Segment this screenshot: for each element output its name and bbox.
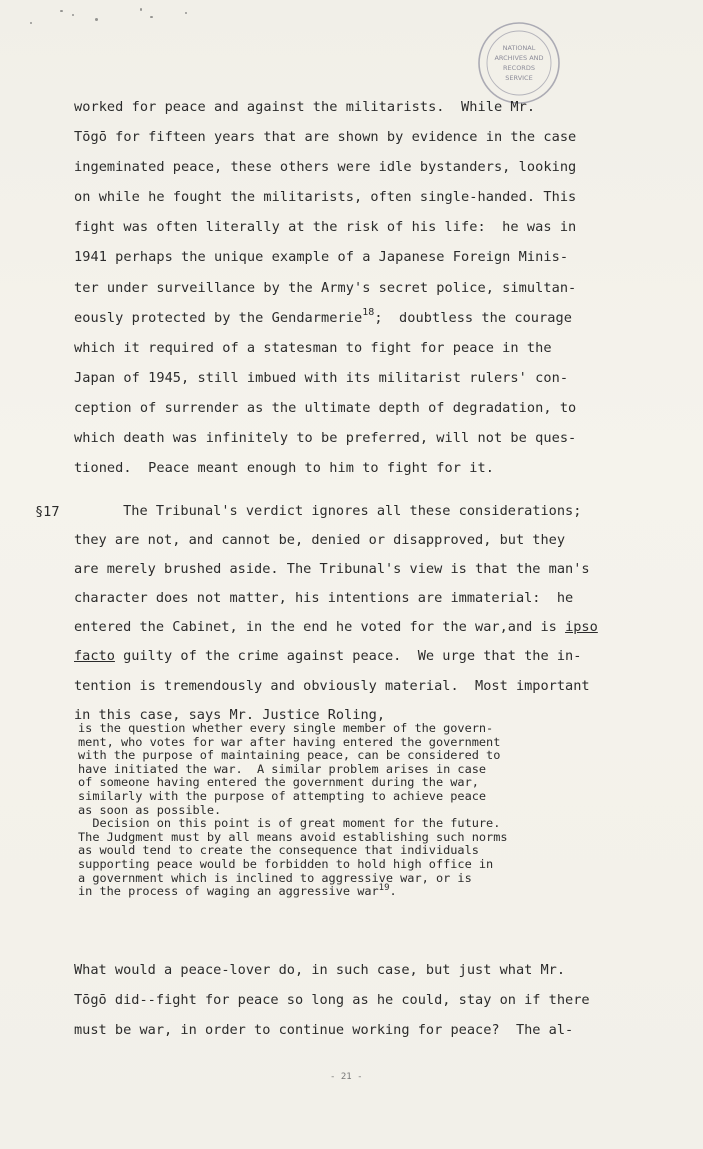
scan-speck	[140, 8, 142, 11]
stamp-line-2: ARCHIVES AND	[494, 54, 544, 62]
quote-end-punct: .	[389, 884, 397, 899]
scan-speck	[72, 14, 74, 16]
quote-line	[78, 885, 638, 899]
text-line: What would a peace-lover do, in such case, but just what Mr.	[74, 962, 566, 978]
quote-line: with the purpose of maintaining peace, can be considered to	[78, 748, 501, 763]
text-line-tail: guilty of the crime against peace. We urge that the in-	[114, 648, 582, 665]
latin-term-ipso: ipso	[565, 619, 598, 636]
text-line: which death was infinitely to be preferred, will not be ques-	[74, 430, 577, 447]
text-line	[74, 613, 674, 642]
text-line: which it required of a statesman to fight for peace in the	[74, 339, 552, 356]
text-line: tention is tremendously and obviously material. Most important	[74, 677, 590, 694]
scan-speck	[60, 10, 63, 12]
footer-marks	[80, 1050, 640, 1130]
text-line-content: The Tribunal's verdict ignores all these considerations;	[123, 503, 582, 519]
scan-speck	[30, 22, 32, 24]
quote-line: similarly with the purpose of attempting to achieve peace	[78, 788, 487, 803]
scan-speck	[150, 16, 153, 18]
quote-line: Decision on this point is of great moment for the future.	[78, 816, 501, 831]
text-line: tioned. Peace meant enough to him to fight for it.	[74, 460, 494, 477]
text-line: are merely brushed aside. The Tribunal's view is that the man's	[74, 561, 590, 578]
stamp-line-3: RECORDS	[503, 64, 535, 72]
quote-line: as would tend to create the consequence that individuals	[78, 843, 479, 858]
section-mark: §17	[35, 504, 60, 520]
quote-line-start: in the process of waging an aggressive war	[78, 884, 379, 899]
text-line: on while he fought the militarists, often single-handed. This	[74, 189, 577, 206]
paragraph-3	[74, 955, 674, 1045]
text-line: character does not matter, his intentions are immaterial: he	[74, 590, 574, 607]
block-quote	[78, 722, 638, 899]
footnote-19: 19	[378, 883, 390, 894]
text-line	[74, 642, 674, 671]
latin-term-facto: facto	[74, 648, 115, 665]
text-line-start: eously protected by the Gendarmerie	[74, 309, 363, 326]
quote-line: is the question whether every single member of the govern-	[78, 721, 494, 735]
text-line: Tōgō did--fight for peace so long as he could, stay on if there	[74, 992, 590, 1009]
text-line: 1941 perhaps the unique example of a Japanese Foreign Minis-	[74, 249, 569, 266]
text-line: ception of surrender as the ultimate depth of degradation, to	[74, 399, 577, 416]
quote-line: of someone having entered the government during the war,	[78, 775, 479, 790]
scan-speck	[95, 18, 98, 21]
quote-line: a government which is inclined to aggressive war, or is	[78, 870, 472, 885]
footnote-18: 18	[362, 306, 375, 318]
text-line: ter under surveillance by the Army's secret police, simultan-	[74, 279, 577, 296]
stamp-line-4: SERVICE	[505, 74, 533, 82]
page-number: - 21 -	[330, 1072, 363, 1082]
quote-line: have initiated the war. A similar problem arises in case	[78, 761, 487, 776]
paragraph-2	[74, 497, 674, 730]
quote-line: supporting peace would be forbidden to hold high office in	[78, 856, 494, 871]
quote-line: The Judgment must by all means avoid establishing such norms	[78, 829, 508, 844]
quote-line: ment, who votes for war after having entered the government	[78, 734, 501, 749]
scan-speck	[185, 12, 187, 14]
text-line: worked for peace and against the militarists. While Mr.	[74, 99, 536, 115]
stamp-line-1: NATIONAL	[502, 44, 536, 52]
text-line	[74, 497, 674, 526]
text-line: must be war, in order to continue working for peace? The al-	[74, 1022, 574, 1039]
text-line	[74, 303, 674, 333]
text-line-start: entered the Cabinet, in the end he voted for the war,and is	[74, 619, 566, 636]
quote-line: as soon as possible.	[78, 802, 222, 817]
text-line: fight was often literally at the risk of his life: he was in	[74, 219, 577, 236]
paragraph-1	[74, 92, 674, 483]
text-line: in this case, says Mr. Justice Roling,	[74, 706, 385, 723]
text-line: ingeminated peace, these others were idle bystanders, looking	[74, 159, 577, 176]
text-line-tail: ; doubtless the courage	[374, 309, 572, 326]
text-line: they are not, and cannot be, denied or disapproved, but they	[74, 532, 566, 549]
text-line: Japan of 1945, still imbued with its militarist rulers' con-	[74, 369, 569, 386]
text-line: Tōgō for fifteen years that are shown by evidence in the case	[74, 129, 577, 146]
